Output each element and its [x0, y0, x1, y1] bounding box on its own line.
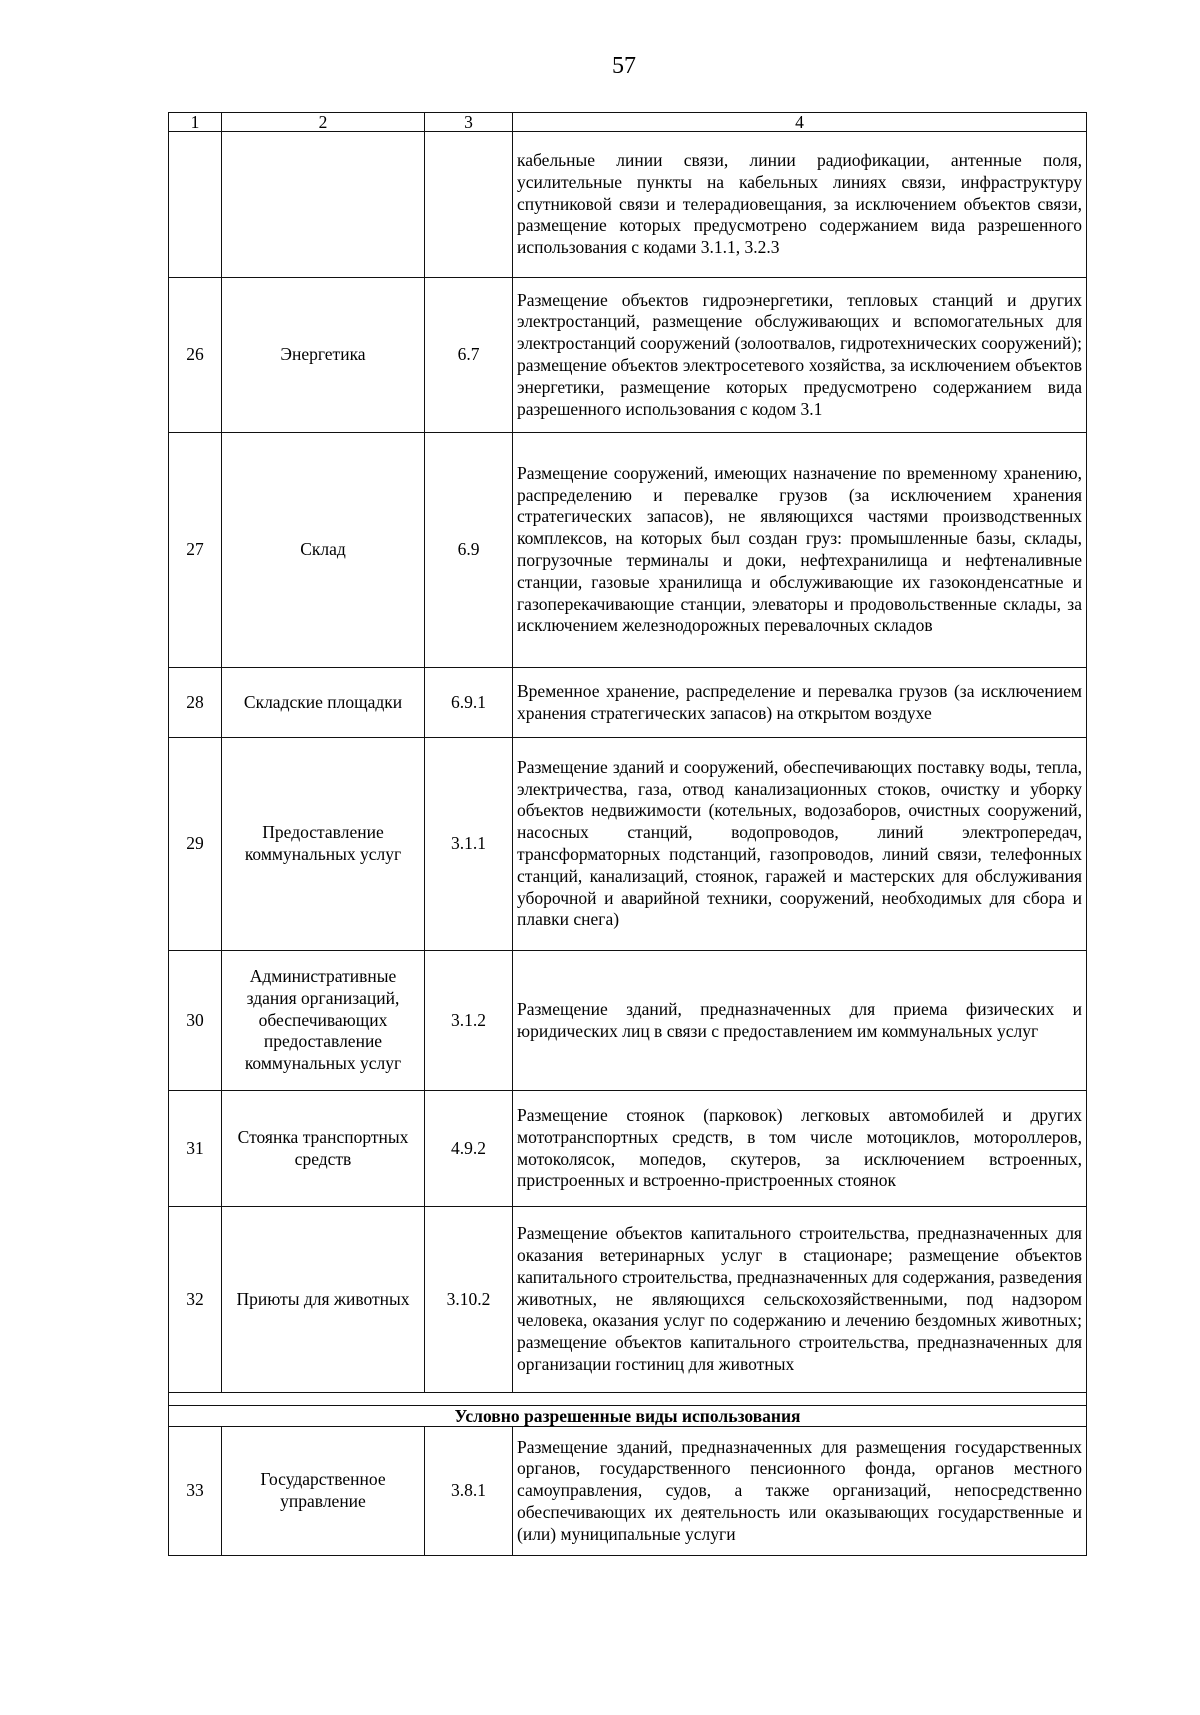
table-header-row [169, 113, 1087, 132]
row-description: Размещение объектов гидроэнергетики, тепловых станций и других электростанций, размещение обслуживающих и вспомогательных для электростанций сооружений (золоотвалов, гидротехнических сооружений); размещение объектов электросетевого хозяйства, за исключением объектов энергетики, размещение которых предусмотрено содержанием вида разрешенного использования с кодом 3.1 [513, 278, 1087, 433]
row-description: Размещение зданий и сооружений, обеспечивающих поставку воды, тепла, электричества, газа, отвод канализационных стоков, очистку и уборку объектов недвижимости (котельных, водозаборов, очистных сооружений, насосных станций, водопроводов, линий электропередач, трансформаторных подстанций, газопроводов, линий связи, телефонных станций, канализаций, стоянок, гаражей и мастерских для обслуживания уборочной и аварийной техники, сооружений, необходимых для сбора и плавки снега) [513, 738, 1087, 951]
row-number: 31 [169, 1091, 222, 1207]
row-number: 29 [169, 738, 222, 951]
row-description: кабельные линии связи, линии радиофикации, антенные поля, усилительные пункты на кабельных линиях связи, инфраструктуру спутниковой связи и телерадиовещания, за исключением объектов связи, размещение которых предусмотрено содержанием вида разрешенного использования с кодами 3.1.1, 3.2.3 [513, 132, 1087, 278]
row-name: Складские площадки [222, 668, 425, 738]
table-row [169, 1207, 1087, 1393]
row-description: Размещение объектов капитального строительства, предназначенных для оказания ветеринарных услуг в стационаре; размещение объектов капитального строительства, предназначенных для содержания, разведения животных, не являющихся сельскохозяйственными, под надзором человека, оказания услуг по содержанию и лечению бездомных животных; размещение объектов капитального строительства, предназначенных для организации гостиниц для животных [513, 1207, 1087, 1393]
row-code: 3.1.1 [425, 738, 513, 951]
row-code: 6.9 [425, 433, 513, 668]
row-name: Склад [222, 433, 425, 668]
table-row [169, 433, 1087, 668]
row-number [169, 132, 222, 278]
row-code [425, 132, 513, 278]
row-name: Приюты для животных [222, 1207, 425, 1393]
column-header: 4 [513, 113, 1087, 132]
section-heading-row [169, 1406, 1087, 1427]
spacer-cell [169, 1393, 1087, 1406]
land-use-table [168, 112, 1087, 1556]
row-description: Временное хранение, распределение и перевалка грузов (за исключением хранения стратегических запасов) на открытом воздухе [513, 668, 1087, 738]
table-row [169, 1091, 1087, 1207]
row-description: Размещение стоянок (парковок) легковых автомобилей и других мототранспортных средств, в том числе мотоциклов, мотороллеров, мотоколясок, мопедов, скутеров, за исключением встроенных, пристроенных и встроенно-пристроенных стоянок [513, 1091, 1087, 1207]
row-name: Предоставление коммунальных услуг [222, 738, 425, 951]
row-name [222, 132, 425, 278]
page-number: 57 [612, 53, 636, 79]
row-code: 4.9.2 [425, 1091, 513, 1207]
row-code: 3.8.1 [425, 1427, 513, 1556]
row-description: Размещение зданий, предназначенных для размещения государственных органов, государственного пенсионного фонда, органов местного самоуправления, судов, а также организаций, непосредственно обеспечивающих их деятельность или оказывающих государственные и (или) муниципальные услуги [513, 1427, 1087, 1556]
row-number: 32 [169, 1207, 222, 1393]
table-row [169, 668, 1087, 738]
row-code: 3.10.2 [425, 1207, 513, 1393]
section-heading: Условно разрешенные виды использования [169, 1406, 1087, 1427]
row-description: Размещение зданий, предназначенных для приема физических и юридических лиц в связи с предоставлением им коммунальных услуг [513, 951, 1087, 1091]
row-code: 6.7 [425, 278, 513, 433]
table-row [169, 278, 1087, 433]
row-number: 26 [169, 278, 222, 433]
table-row [169, 132, 1087, 278]
table-row [169, 738, 1087, 951]
row-name: Энергетика [222, 278, 425, 433]
row-number: 30 [169, 951, 222, 1091]
row-description: Размещение сооружений, имеющих назначение по временному хранению, распределению и перевалке грузов (за исключением хранения стратегических запасов), не являющихся частями производственных комплексов, на которых был создан груз: промышленные базы, склады, погрузочные терминалы и доки, нефтехранилища и нефтеналивные станции, газовые хранилища и обслуживающие их газоконденсатные и газоперекачивающие станции, элеваторы и продовольственные склады, за исключением железнодорожных перевалочных складов [513, 433, 1087, 668]
column-header: 1 [169, 113, 222, 132]
row-number: 27 [169, 433, 222, 668]
column-header: 2 [222, 113, 425, 132]
column-header: 3 [425, 113, 513, 132]
spacer-row [169, 1393, 1087, 1406]
row-number: 33 [169, 1427, 222, 1556]
row-name: Административные здания организаций, обеспечивающих предоставление коммунальных услуг [222, 951, 425, 1091]
table-row [169, 1427, 1087, 1556]
row-number: 28 [169, 668, 222, 738]
row-code: 6.9.1 [425, 668, 513, 738]
row-name: Стоянка транспортных средств [222, 1091, 425, 1207]
table-row [169, 951, 1087, 1091]
row-code: 3.1.2 [425, 951, 513, 1091]
row-name: Государственное управление [222, 1427, 425, 1556]
